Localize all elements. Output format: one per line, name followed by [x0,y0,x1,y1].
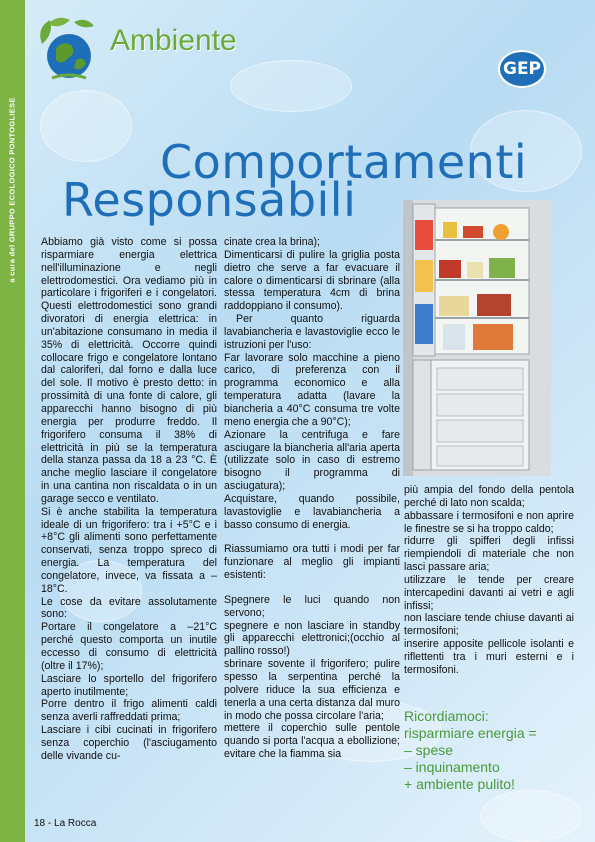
reminder-line: – inquinamento [404,759,500,775]
refrigerator-photo [403,200,551,476]
text-column-1 [41,236,217,763]
paragraph: ridurre gli spifferi degli infissi riempiendoli di materiale che non lasci passare aria; [404,535,574,574]
background-bubble [40,90,132,162]
reminder-box [404,708,574,793]
paragraph: Dimenticarsi di pulire la griglia posta dietro che serve a far evacuare il calore o dimenticarsi di sbrinare (alla stessa temperatura 4cm di brina raddoppiano il consumo). [224,248,400,313]
paragraph: cinate crea la brina); [224,236,320,248]
paragraph: Azionare la centrifuga e fare asciugare la biancheria all'aria aperta (utilizzate solo in caso di estremo bisogno il programma di asciugatura); [224,428,400,493]
paragraph: inserire apposite pellicole isolanti e riflettenti tra i muri esterni e i termosifoni. [404,638,574,676]
text-column-3 [404,484,574,677]
text-column-2 [224,236,400,761]
paragraph: spegnere e non lasciare in standby gli apparecchi elettronici;(occhio al pallino rosso!) [224,619,400,658]
paragraph: Per quanto riguarda lavabiancheria e lavastoviglie ecco le istruzioni per l'uso: [224,313,400,351]
article-title-line2: Responsabili [62,173,357,227]
paragraph: Spegnere le luci quando non servono; [224,593,400,619]
paragraph: sbrinare sovente il frigorifero; pulire spesso la serpentina perché la polvere riduce la sua efficienza e tenerla a una certa distanza dal muro in modo che possa circolare l'aria; [224,658,400,722]
reminder-line: – spese [404,742,454,758]
reminder-line: Ricordiamoci: [404,708,489,724]
paragraph: Portare il congelatore a –21°C perché questo comporta un inutile eccesso di consumo di elettricità (oltre il 17%); [41,621,217,672]
paragraph: Far lavorare solo macchine a pieno carico, di preferenza con il programma economico e alla temperatura adatta (lavare la biancheria a 40°C consuma tre volte meno energia che a 90°C); [224,351,400,428]
article-title-line1: Comportamenti [160,135,528,189]
background-bubble [230,60,352,112]
paragraph: Porre dentro il frigo alimenti caldi senza averli raffreddati prima; [41,698,217,724]
background-bubble [480,790,582,842]
paragraph: più ampia del fondo della pentola perché di lato non scalda; [404,484,574,509]
paragraph: Si è anche stabilita la temperatura ideale di un frigorifero: tra i +5°C e i +8°C gli alimenti sono perfettamente conservati, senza troppo spreco di energia. La temperatura del congelatore, invece, va fissata a –18°C. [41,505,217,595]
paragraph: abbassare i termosifoni e non aprire le finestre se si ha troppo caldo; [404,509,574,535]
reminder-line: + ambiente pulito! [404,776,515,792]
paragraph: Riassumiamo ora tutti i modi per far funzionare al meglio gli impianti esistenti: [224,543,400,582]
globe-leaves-icon [34,14,104,84]
page-footer: 18 - La Rocca [34,818,97,829]
paragraph: utilizzare le tende per creare intercapedini davanti ai vetri e agli infissi; [404,573,574,612]
paragraph: Abbiamo già visto come si possa risparmiare energia elettrica nell'illuminazione e negli elettrodomestici. Ora vediamo più in particolare i frigoriferi e i congelatori. Questi elettrodomestici sono grandi divoratori di energia elettrica: in un'abitazione consumano in media il 35% di elettricità. Occorre quindi collocare frigo e congelatore lontano dal caloriferi, dal forno e dalla luce del sole. Il motivo è presto detto: in prossimità di una fonte di calore, gli apparecchi hanno bisogno di più energia per produrre freddo. Il frigorifero consuma il 38% di elettricità in più se la temperatura della stanza passa da 18 a 23 °C. È anche meglio lasciare il congelatore in una cantina non riscaldata o in un garage secco e ventilato. [41,236,217,505]
reminder-line: risparmiare energia = [404,725,537,741]
paragraph: Lasciare lo sportello del frigorifero aperto inutilmente; [41,672,217,698]
section-title: Ambiente [110,24,237,57]
paragraph: mettere il coperchio sulle pentole quando si porta l'acqua a ebollizione; evitare che la fiamma sia [224,722,400,761]
sidebar-credit-text: a cura del GRUPPO ECOLOGICO PONTOGLIESE [7,97,17,283]
gep-logo: GEP [498,50,546,88]
paragraph: non lasciare tende chiuse davanti ai termosifoni; [404,612,574,638]
paragraph: Lasciare i cibi cucinati in frigorifero senza coperchio (l'asciugamento delle vivande cu- [41,724,217,762]
paragraph: Le cose da evitare assolutamente sono: [41,595,217,621]
paragraph: Acquistare, quando possibile, lavastoviglie e lavabiancheria a basso consumo di energia. [224,492,400,531]
